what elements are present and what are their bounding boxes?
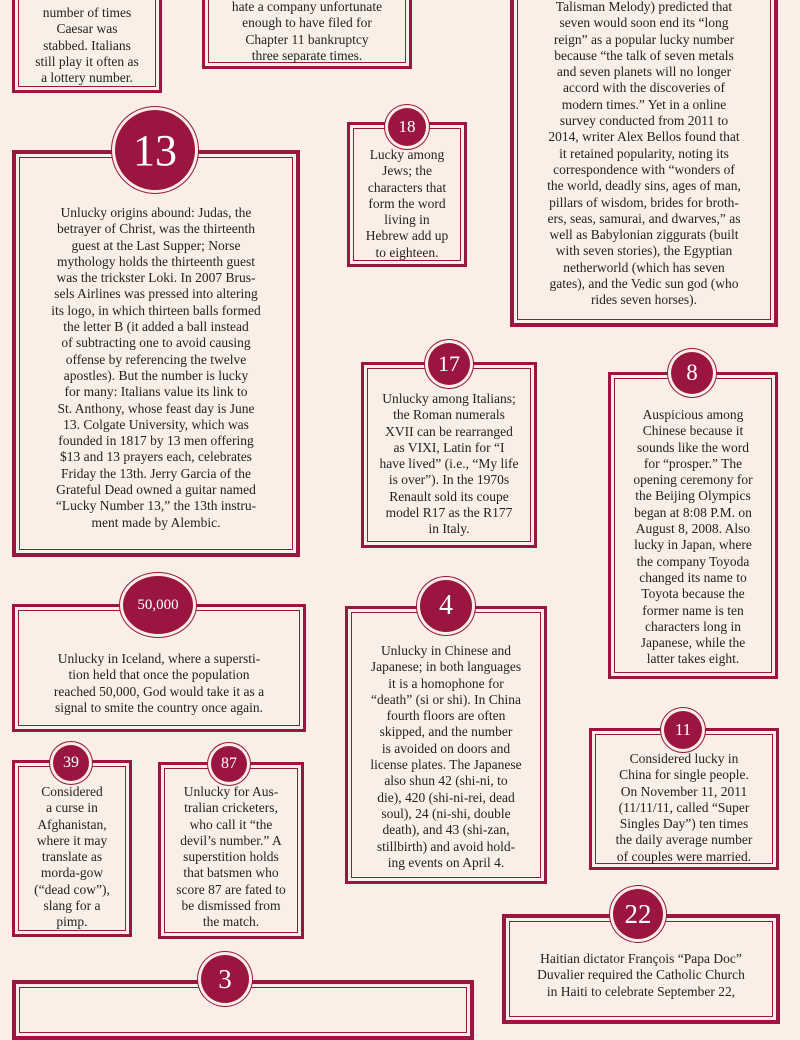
entry-22-text: Haitian dictator François “Papa Doc” Duvalier required the Catholic Church in Haiti to celebrate September 22, <box>537 951 745 999</box>
entry-chapter11-text: hate a company unfortunate enough to have filed for Chapter 11 bankruptcy three separate times. <box>231 0 383 63</box>
entry-13-box <box>12 150 300 557</box>
entry-23-text: number of times Caesar was stabbed. Italians still play it often as a lottery number. <box>35 5 139 86</box>
entry-39-number-badge: 39 <box>53 745 89 781</box>
entry-87-number-badge: 87 <box>211 746 247 782</box>
entry-23-box <box>12 0 162 93</box>
entry-13-number-badge: 13 <box>115 110 195 190</box>
entry-18-text: Lucky among Jews; the characters that form the word living in Hebrew add up to eighteen. <box>365 147 449 260</box>
entry-39-text: Considered a curse in Afghanistan, where it may translate as morda-gow (“dead cow”), slang for a pimp. <box>34 784 110 930</box>
entry-22-number-badge: 22 <box>613 889 663 939</box>
entry-7-text: Talisman Melody) predicted that seven would soon end its “long reign” as a popular lucky number because “the talk of seven metals and seven planets will no longer accord with the discoveries of modern times.” Yet in a online survey conducted from 2011 to 2014, writer Alex Bellos found that it retained popularity, noting its correspondence with “wonders of the world, deadly sins, ages of man, pillars of wisdom, brides for broth- ers, seas, samurai, and dwarves,” as well as Babylonian ziggurats (built with seven stories), the Egyptian netherworld (which has seven gates), and the Vedic sun god (who rides seven horses). <box>547 0 741 308</box>
entry-50000-text: Unlucky in Iceland, where a supersti- tion held that once the population reached 50,000, God would take it as a signal to smite the country once again. <box>53 651 265 715</box>
entry-8-text: Auspicious among Chinese because it sounds like the word for “prosper.” The opening ceremony for the Beijing Olympics began at 8:08 P.M. on August 8, 2008. Also lucky in Japan, where the company Toyoda changed its name to Toyota because the former name is ten characters long in Japanese, while the latter takes eight. <box>633 407 753 667</box>
entry-17-number-badge: 17 <box>428 343 470 385</box>
entry-39-box <box>12 760 132 937</box>
entry-87-box <box>158 762 304 939</box>
entry-11-text: Considered lucky in China for single people. On November 11, 2011 (11/11/11, called “Super Singles Day”) ten times the daily average number of couples were married. <box>615 751 753 864</box>
entry-4-number-badge: 4 <box>420 580 472 632</box>
entry-4-text: Unlucky in Chinese and Japanese; in both languages it is a homophone for “death” (si or shi). In China fourth floors are often skipped, and the number is avoided on doors and license plates. The Japanese also shun 42 (shi-ni, to die), 420 (shi-ni-rei, dead soul), 24 (ni-shi, double death), and 43 (shi-zan, stillbirth) and avoid hold- ing events on April 4. <box>370 643 522 870</box>
entry-11-number-badge: 11 <box>664 711 702 749</box>
entry-8-number-badge: 8 <box>671 352 713 394</box>
entry-4-box <box>345 606 547 884</box>
entry-chapter11-box <box>202 0 412 69</box>
entry-11-box <box>589 728 779 870</box>
entry-17-box <box>361 362 537 548</box>
entry-3-number-badge: 3 <box>201 955 249 1003</box>
entry-87-text: Unlucky for Aus- tralian cricketers, who call it “the devil’s number.” A superstition holds that batsmen who score 87 are fated to be dismissed from the match. <box>176 784 286 930</box>
entry-8-box <box>608 372 778 679</box>
entry-13-text: Unlucky origins abound: Judas, the betrayer of Christ, was the thirteenth guest at the Last Supper; Norse mythology holds the thirteenth guest was the trickster Loki. In 2007 Brus- sels Airlines was pressed into altering its logo, in which thirteen balls formed the letter B (it added a ball instead of subtracting one to avoid causing offense by referencing the twelve apostles). But the number is lucky for many: Italians value its link to St. Anthony, whose feast day is June 13. Colgate University, which was founded in 1817 by 13 men offering $13 and 13 prayers each, celebrates Friday the 13th. Jerry Garcia of the Grateful Dead owned a guitar named “Lucky Number 13,” the 13th instru- ment made by Alembic. <box>51 205 261 530</box>
entry-7-box <box>510 0 778 327</box>
entry-18-number-badge: 18 <box>388 108 426 146</box>
entry-50000-number-badge: 50,000 <box>123 576 193 634</box>
entry-17-text: Unlucky among Italians; the Roman numerals XVII can be rearranged as VIXI, Latin for “I have lived” (i.e., “My life is over”). In the 1970s Renault sold its coupe model R17 as the R177 in Italy. <box>379 391 519 537</box>
